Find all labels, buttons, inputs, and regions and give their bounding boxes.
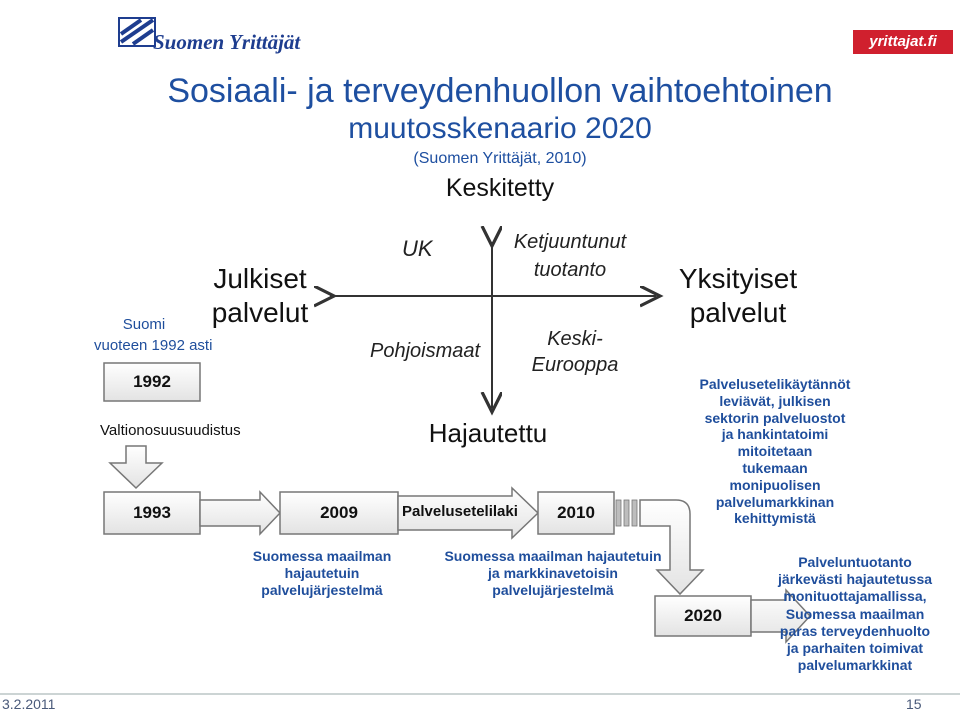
note-right-line: leviävät, julkisen (719, 392, 831, 409)
year-1992: 1992 (133, 372, 171, 391)
quadrant-uk: UK (402, 236, 433, 261)
quadrant-keski-eurooppa (510, 326, 640, 378)
quadrant-keski-line2: Eurooppa (531, 354, 619, 376)
note-middle-line: palvelujärjestelmä (492, 582, 614, 598)
yrittajat-fi-logo: yrittajat.fi (853, 30, 953, 54)
note-right-line: kehittymistä (734, 510, 816, 527)
left-axis-label-line2: palvelut (211, 297, 309, 328)
axis-top-label: Keskitetty (445, 174, 555, 202)
note-bottom-right-line: järkevästi hajautetussa (777, 571, 933, 588)
note-bottom-right (755, 554, 955, 674)
footer-date: 3.2.2011 (2, 696, 56, 712)
note-middle-line: ja markkinavetoisin (488, 565, 618, 581)
note-right (675, 376, 875, 527)
quadrant-ketjuuntunut (500, 228, 640, 284)
quadrant-keski-line1: Keski- (547, 328, 603, 350)
note-bottom-right-line: paras terveydenhuolto (779, 622, 931, 639)
note-bottom-right-line: Suomessa maailman (785, 605, 925, 622)
footer-page-number: 15 (906, 696, 922, 712)
label-since-1992: vuoteen 1992 asti (94, 337, 213, 354)
note-right-line: monipuolisen (729, 476, 821, 493)
note-left (222, 548, 422, 599)
arrow-1993-2009 (200, 492, 280, 534)
right-axis-label-line2: palvelut (689, 297, 787, 328)
label-valtionosuusuudistus: Valtionosuusuudistus (100, 422, 241, 439)
note-middle-line: Suomessa maailman hajautetuin (444, 548, 662, 564)
right-axis-label-line1: Yksityiset (678, 263, 798, 294)
quadrant-ketjuuntunut-line1: Ketjuuntunut (513, 231, 627, 253)
page-title-line1: Sosiaali- ja terveydenhuollon vaihtoehtoinen (167, 72, 833, 110)
note-bottom-right-line: palvelumarkkinat (797, 657, 913, 674)
logo-text: Suomen Yrittäjät (153, 30, 301, 54)
note-right-line: sektorin palveluostot (704, 409, 846, 426)
note-right-line: Palvelusetelikäytännöt (699, 376, 851, 392)
note-left-line: palvelujärjestelmä (261, 582, 383, 598)
year-2020: 2020 (684, 606, 722, 625)
left-axis-label-line1: Julkiset (213, 263, 307, 294)
note-right-line: mitoitetaan (737, 443, 813, 460)
note-bottom-right-line: Palveluntuotanto (798, 554, 912, 570)
page-subtitle: (Suomen Yrittäjät, 2010) (413, 150, 587, 167)
note-middle (408, 548, 698, 599)
note-bottom-right-line: ja parhaiten toimivat (786, 640, 924, 657)
axis-bottom-label: Hajautettu (428, 418, 548, 448)
note-bottom-right-line: monituottajamallissa, (783, 588, 927, 605)
right-axis-label (668, 262, 808, 330)
year-1993: 1993 (133, 503, 171, 522)
label-palvelusetelilaki: Palvelusetelilaki (402, 503, 518, 520)
year-2009: 2009 (320, 503, 358, 522)
year-2010: 2010 (557, 503, 595, 522)
note-right-line: ja hankintatoimi (721, 426, 829, 443)
page-title-line2: muutosskenaario 2020 (348, 112, 652, 145)
label-suomi: Suomi (122, 316, 166, 333)
note-right-line: palvelumarkkinan (715, 493, 835, 510)
quadrant-ketjuuntunut-line2: tuotanto (533, 259, 607, 281)
quadrant-pohjoismaat: Pohjoismaat (370, 340, 481, 362)
note-right-line: tukemaan (742, 459, 808, 476)
down-arrow-1992-1993 (110, 446, 162, 488)
left-axis-label (190, 262, 330, 330)
note-left-line: Suomessa maailman (252, 548, 392, 564)
note-left-line: hajautetuin (284, 565, 360, 581)
